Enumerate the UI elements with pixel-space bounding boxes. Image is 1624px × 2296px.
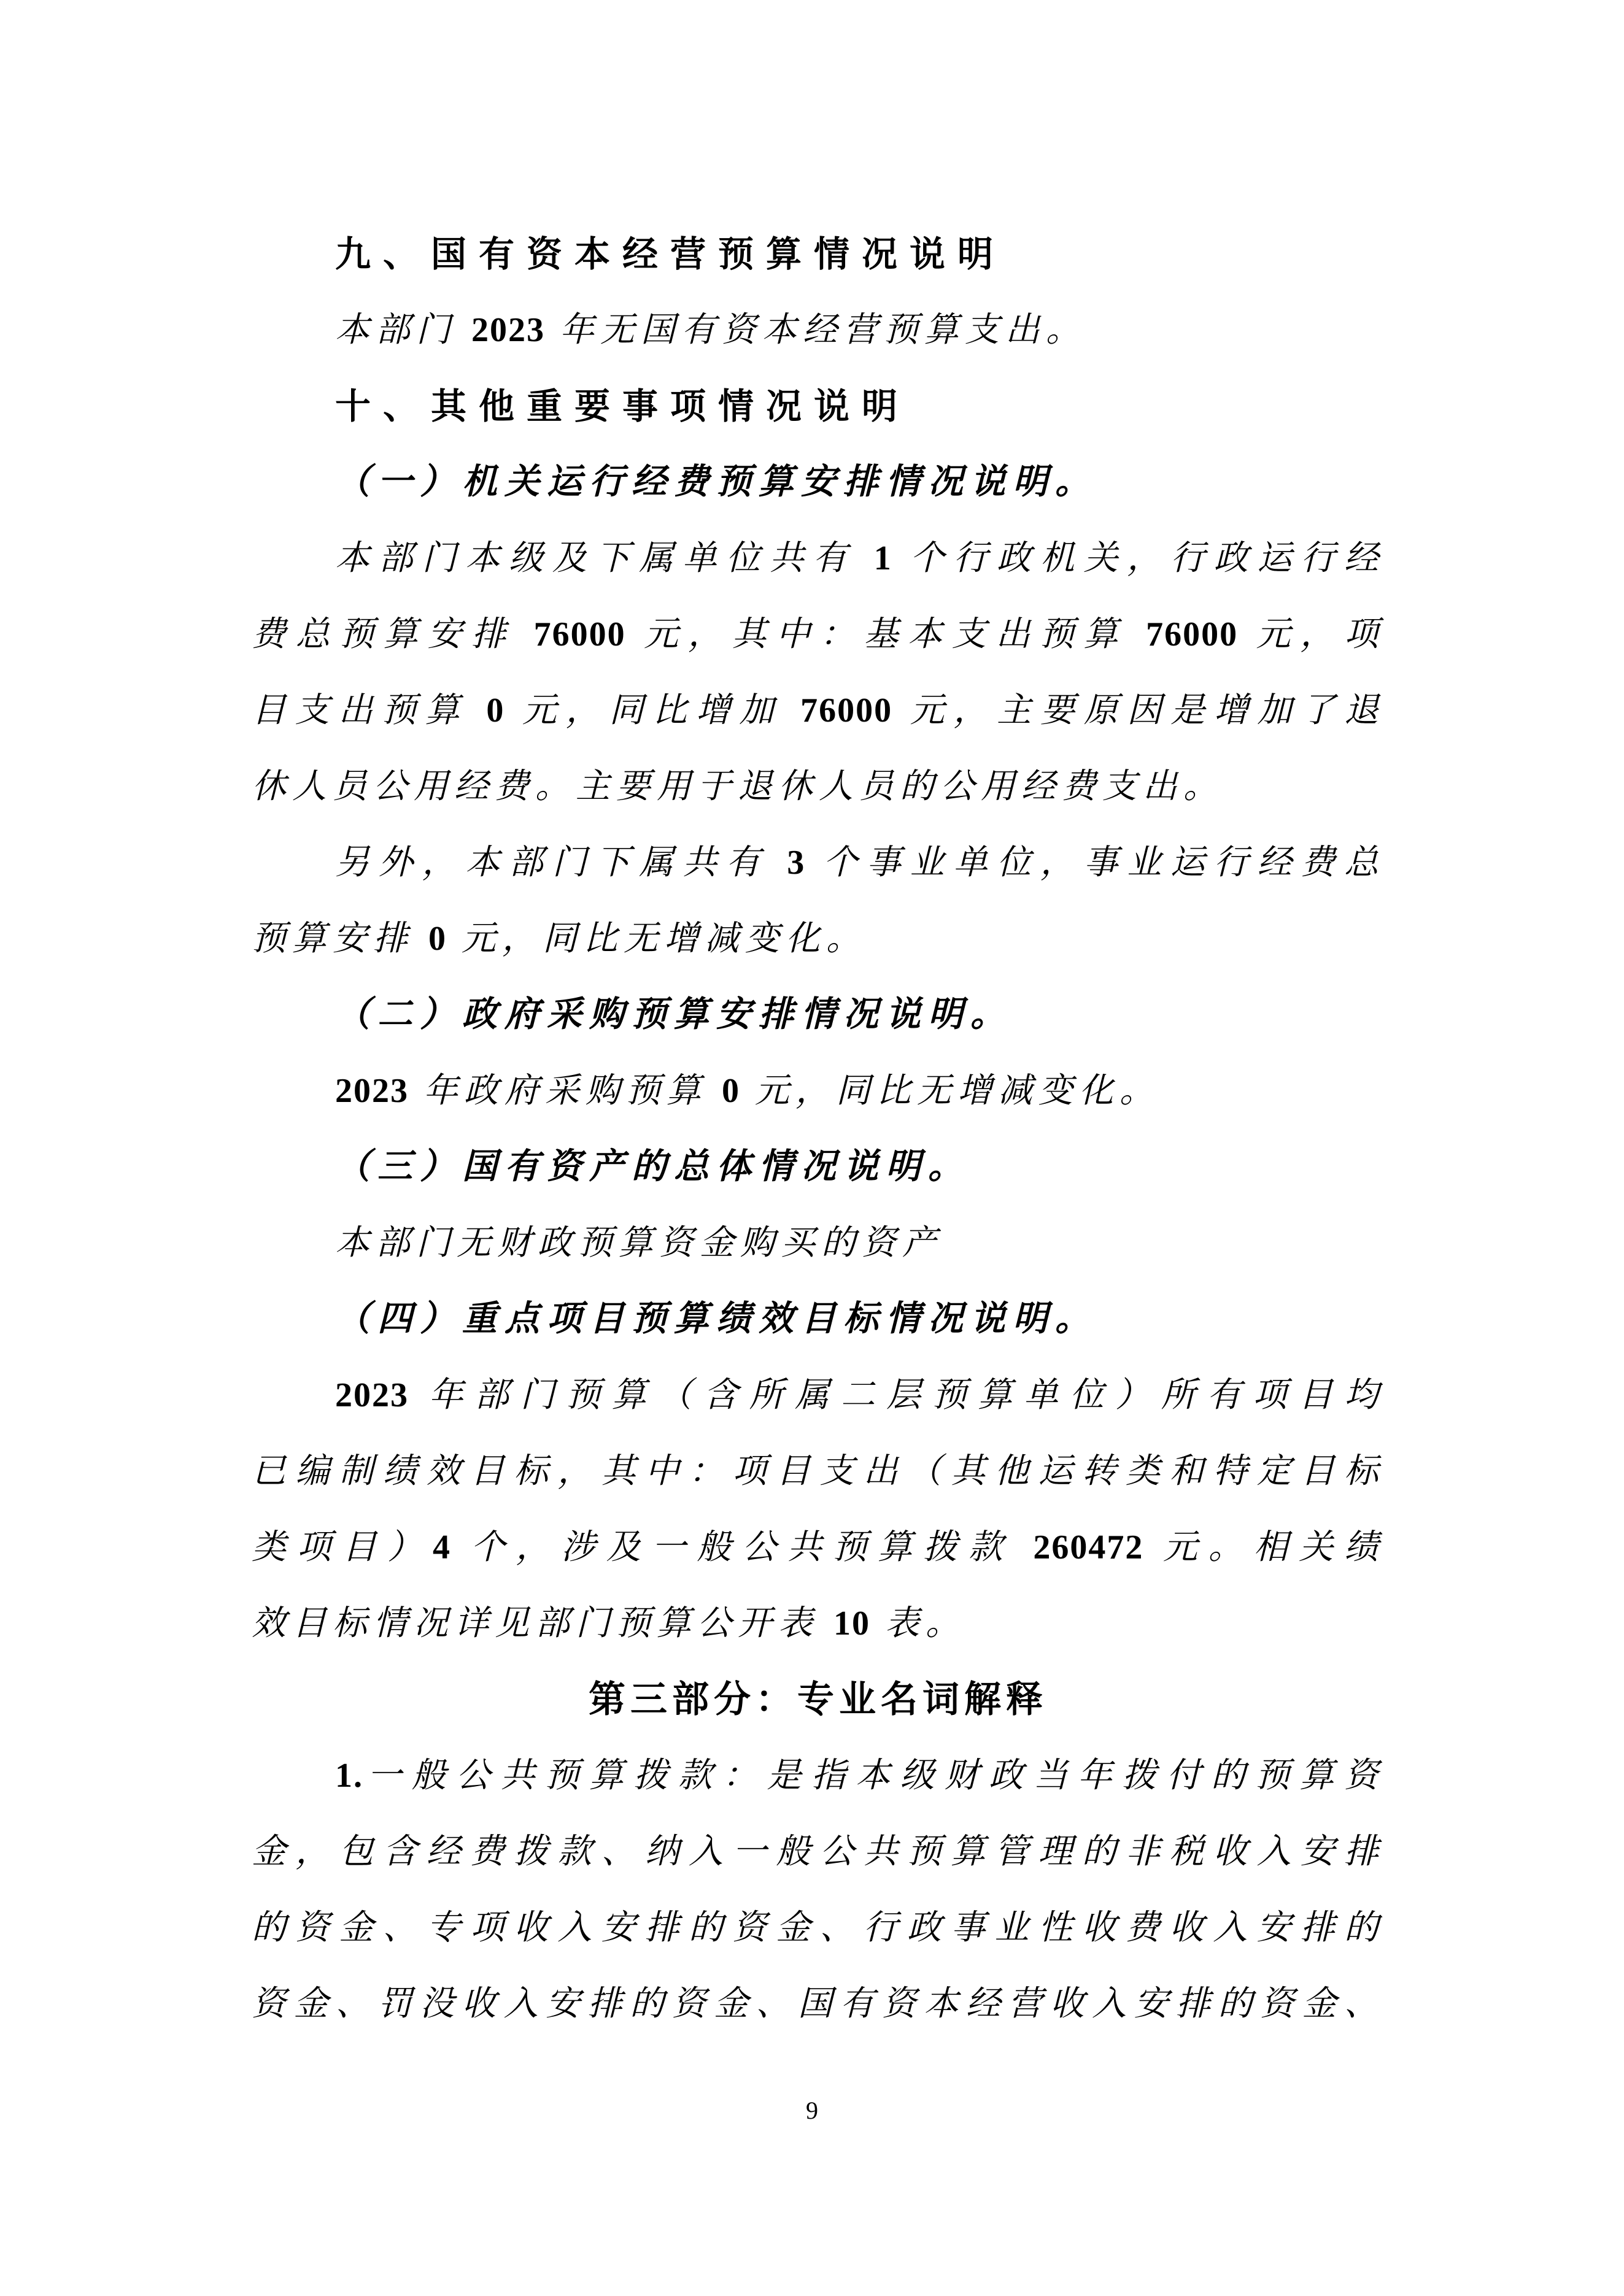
numeral: 76000 — [1146, 615, 1239, 653]
numeral: 10 — [833, 1605, 870, 1643]
text-line-16: 2023 年部门预算（含所属二层预算单位）所有项目均 — [335, 1376, 1385, 1414]
text-line-8: 休人员公用经费。主要用于退休人员的公用经费支出。 — [252, 768, 1224, 806]
text-line-1: 九、国有资本经营预算情况说明 — [335, 233, 1006, 275]
text-line-12: 2023 年政府采购预算 0 元，同比无增减变化。 — [335, 1072, 1160, 1110]
text-line-21: 1.一般公共预算拨款：是指本级财政当年拨付的预算资 — [335, 1757, 1385, 1795]
numeral: 3 — [787, 844, 806, 882]
document-body — [252, 216, 1385, 2042]
text-line-9: 另外，本部门下属共有 3 个事业单位，事业运行经费总 — [335, 844, 1385, 882]
text-line-18: 类项目）4 个，涉及一般公共预算拨款 260472 元。相关绩 — [252, 1528, 1385, 1566]
numeral: 260472 — [1033, 1528, 1144, 1566]
text-line-11: （二）政府采购预算安排情况说明。 — [335, 995, 1013, 1034]
text-line-10: 预算安排 0 元，同比无增减变化。 — [252, 920, 867, 958]
text-line-23: 的资金、专项收入安排的资金、行政事业性收费收入安排的 — [252, 1909, 1385, 1947]
text-line-19: 效目标情况详见部门预算公开表 10 表。 — [252, 1605, 966, 1643]
numeral: 2023 — [471, 311, 545, 349]
text-line-15: （四）重点项目预算绩效目标情况说明。 — [335, 1300, 1097, 1338]
text-line-24: 资金、罚没收入安排的资金、国有资本经营收入安排的资金、 — [252, 1985, 1385, 2023]
numeral: 2023 — [335, 1072, 409, 1110]
numeral: 76000 — [800, 691, 893, 730]
text-line-7: 目支出预算 0 元，同比增加 76000 元，主要原因是增加了退 — [252, 691, 1385, 730]
text-line-2: 本部门 2023 年无国有资本经营预算支出。 — [335, 311, 1086, 349]
text-line-14: 本部门无财政预算资金购买的资产 — [335, 1224, 943, 1262]
text-line-6: 费总预算安排 76000 元，其中：基本支出预算 76000 元，项 — [252, 615, 1385, 653]
text-line-22: 金，包含经费拨款、纳入一般公共预算管理的非税收入安排 — [252, 1833, 1385, 1871]
text-line-4: （一）机关运行经费预算安排情况说明。 — [335, 463, 1097, 501]
text-line-17: 已编制绩效目标，其中：项目支出（其他运转类和特定目标 — [252, 1452, 1385, 1490]
text-line-5: 本部门本级及下属单位共有 1 个行政机关，行政运行经 — [335, 539, 1385, 577]
numeral: 2023 — [335, 1376, 409, 1414]
text-line-20: 第三部分：专业名词解释 — [589, 1678, 1048, 1721]
numeral: 4 — [432, 1528, 451, 1566]
numeral: 1. — [335, 1757, 363, 1795]
numeral: 1 — [873, 539, 892, 577]
page-number: 9 — [806, 2097, 818, 2124]
text-line-13: （三）国有资产的总体情况说明。 — [335, 1147, 970, 1186]
numeral: 0 — [428, 920, 447, 958]
numeral: 0 — [722, 1072, 740, 1110]
numeral: 0 — [486, 691, 505, 730]
numeral: 76000 — [533, 615, 626, 653]
text-line-3: 十、其他重要事项情况说明 — [335, 385, 910, 427]
